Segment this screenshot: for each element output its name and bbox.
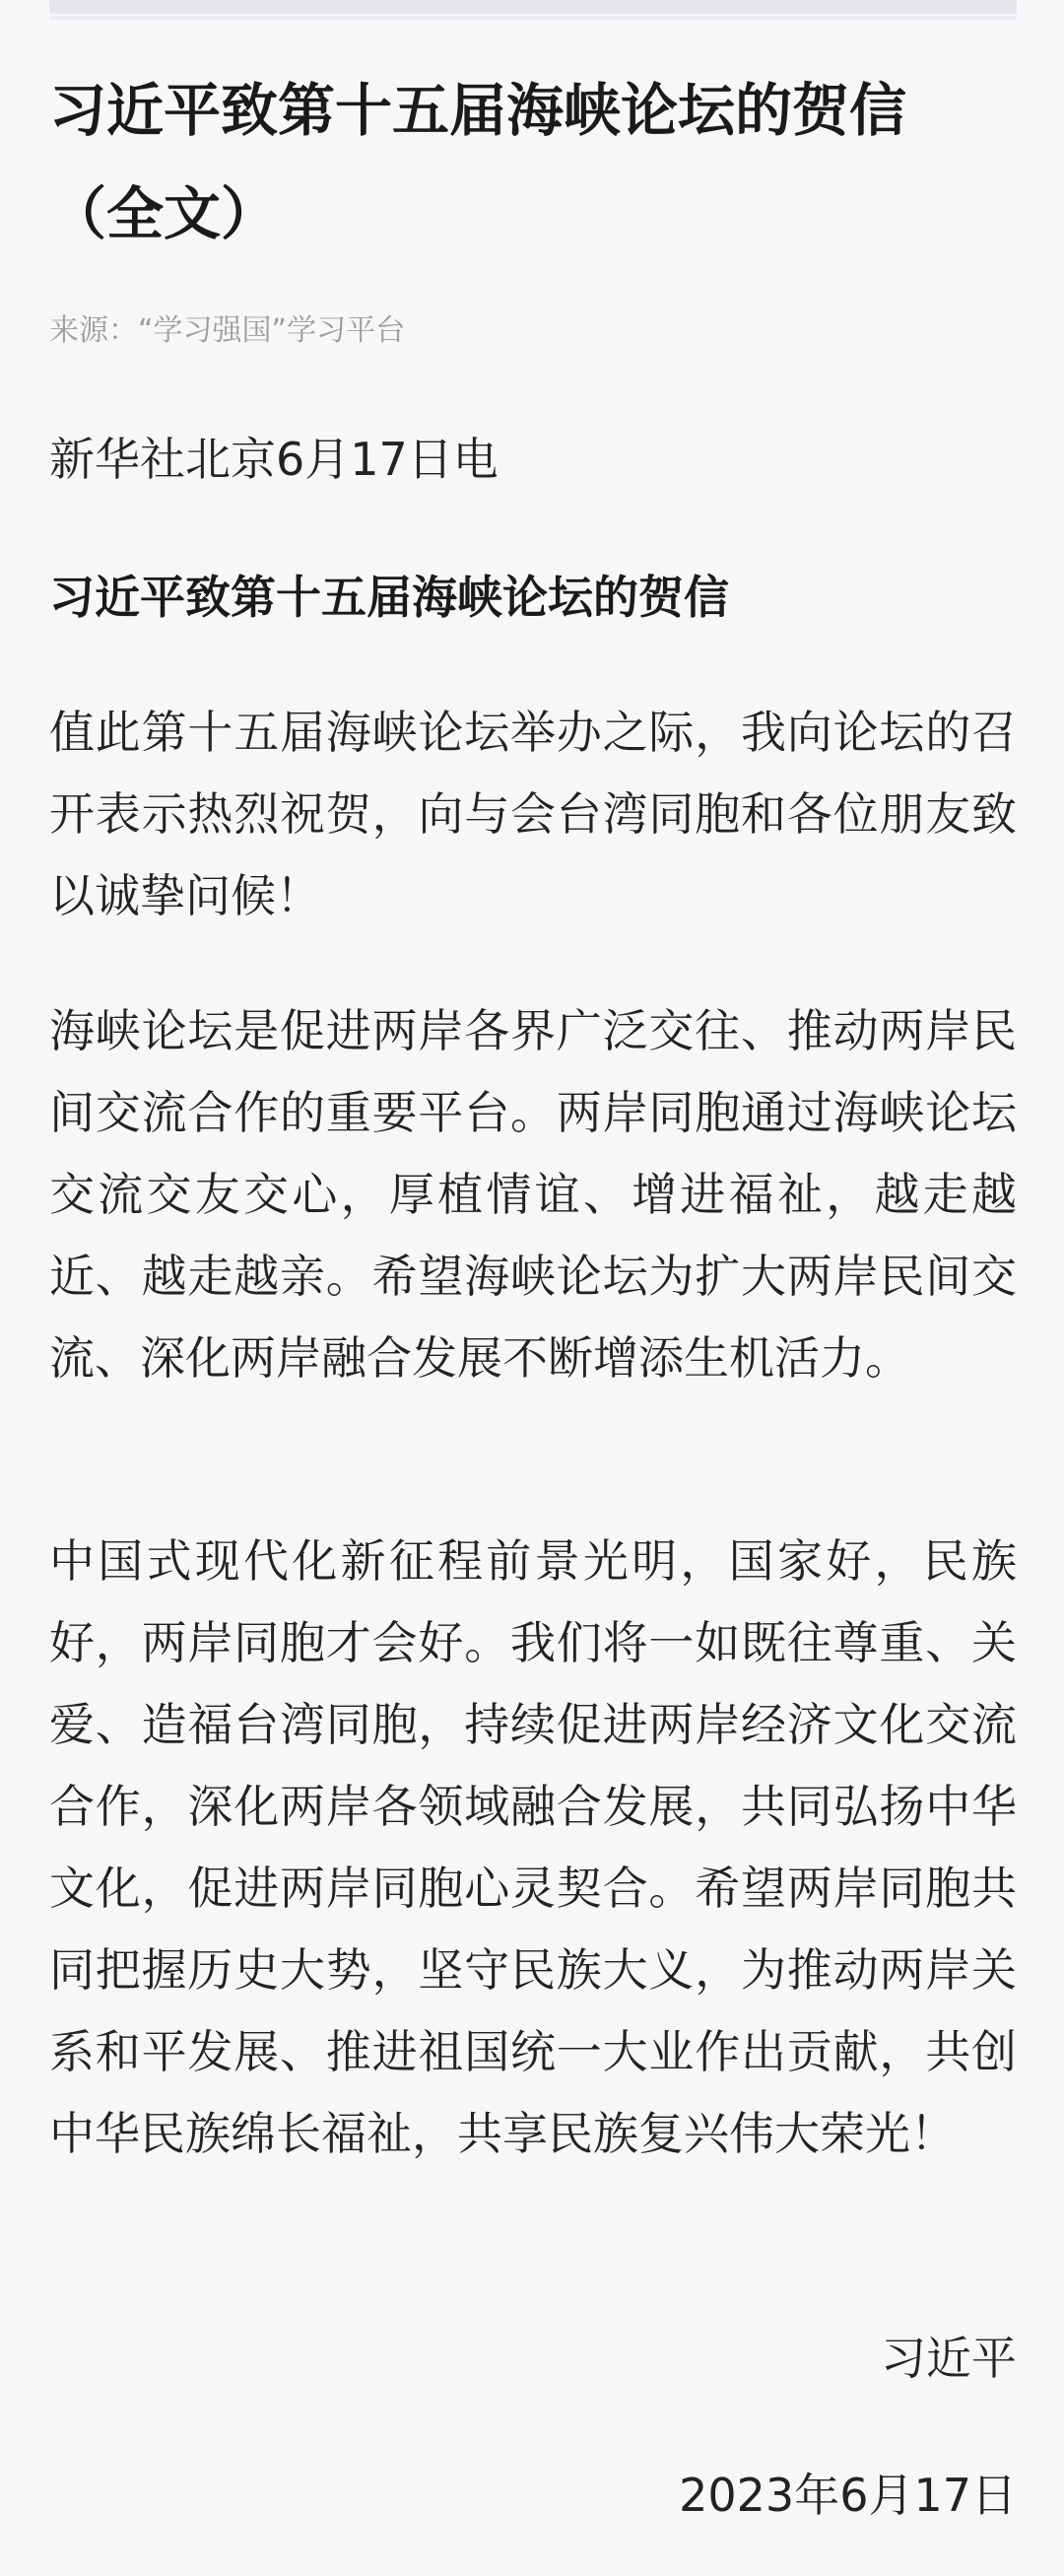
article-dateline: 新华社北京6月17日电	[49, 433, 499, 486]
header-divider	[49, 16, 1017, 20]
paragraph-3: 中国式现代化新征程前景光明，国家好，民族好，两岸同胞才会好。我们将一如既往尊重、关爱、造福台湾同胞，持续促进两岸经济文化交流合作，深化两岸各领域融合发展，共同弘扬中华文化，促进两岸同胞心灵契合。希望两岸同胞共同把握历史大势，坚守民族大义，为推动两岸关系和平发展、推进祖国统一大业作出贡献，共创中华民族绵长福祉，共享民族复兴伟大荣光！	[49, 1534, 1017, 2160]
top-scroll-bar	[49, 0, 1017, 14]
letter-heading: 习近平致第十五届海峡论坛的贺信	[49, 571, 729, 624]
paragraph-1: 值此第十五届海峡论坛举办之际，我向论坛的召开表示热烈祝贺，向与会台湾同胞和各位朋友致以诚挚问候！	[49, 706, 1017, 922]
article-title: 习近平致第十五届海峡论坛的贺信（全文）	[49, 77, 907, 247]
letter-signature: 习近平	[881, 2332, 1017, 2385]
letter-date: 2023年6月17日	[679, 2469, 1017, 2522]
paragraph-2: 海峡论坛是促进两岸各界广泛交往、推动两岸民间交流合作的重要平台。两岸同胞通过海峡论坛交流交友交心，厚植情谊、增进福祉，越走越近、越走越亲。希望海峡论坛为扩大两岸民间交流、深化两岸融合发展不断增添生机活力。	[49, 1004, 1017, 1385]
article-source: 来源：“学习强国”学习平台	[49, 313, 406, 348]
